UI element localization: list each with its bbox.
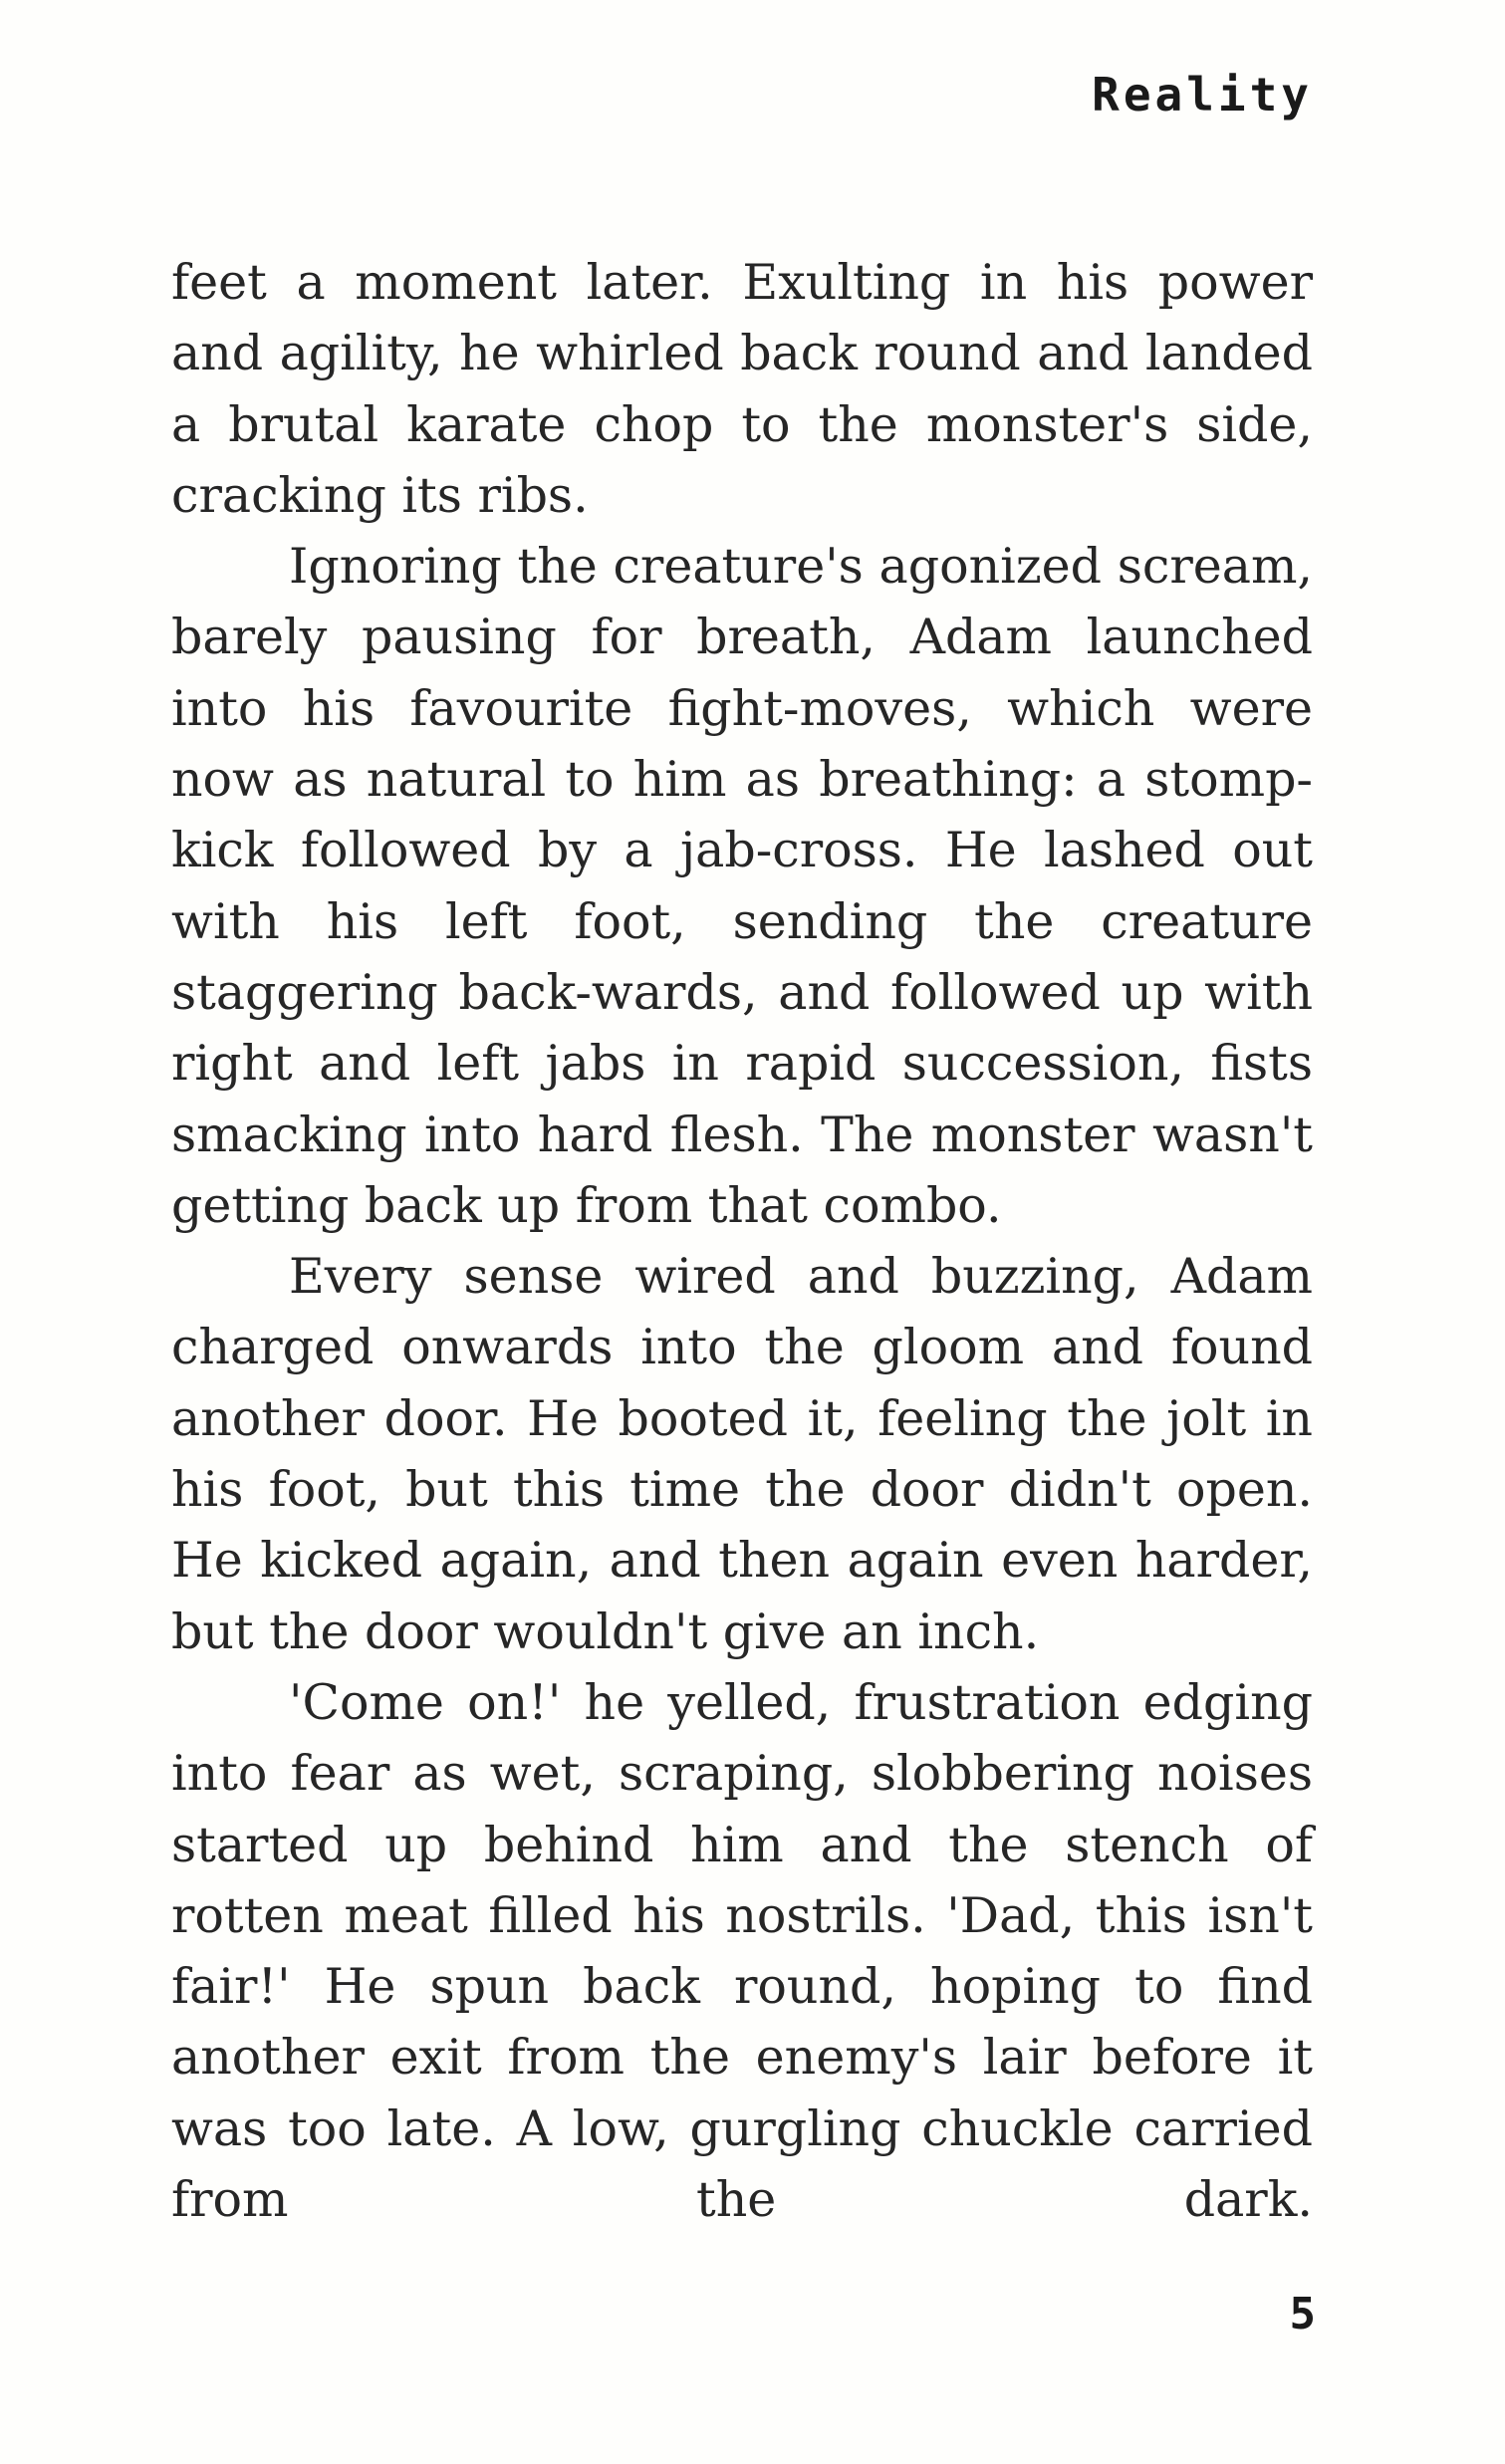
paragraph-4: 'Come on!' he yelled, frustration edging into fear as wet, scraping, slobbering noises started up behind him and the stench of rotten meat filled his nostrils. 'Dad, this isn't fair!' He spun back round, hoping to find another exit from the enemy's lair before it was too late. A low, gurgling chuckle carried from the dark. bbox=[171, 1673, 1313, 2229]
body-text bbox=[171, 247, 1313, 2235]
paragraph-2: Ignoring the creature's agonized scream, barely pausing for breath, Adam launched into his favourite fight-moves, which were now as natural to him as breathing: a stomp-kick followed by a jab-cross. He lashed out with his left foot, sending the creature staggering back-​wards, and followed up with right and left jabs in rapid succession, fists smacking into hard flesh. The monster wasn't getting back up from that combo. bbox=[171, 538, 1313, 1234]
page-number: 5 bbox=[1289, 2289, 1316, 2340]
paragraph-3: Every sense wired and buzzing, Adam charged onwards into the gloom and found another door. He booted it, feeling the jolt in his foot, but this time the door didn't open. He kicked again, and then again even harder, but the door wouldn't give an inch. bbox=[171, 1248, 1313, 1660]
running-head-title: Reality bbox=[1092, 68, 1313, 122]
paragraph-1: feet a moment later. Exulting in his power and agility, he whirled back round and landed a brutal karate chop to the monster's side, cracking its ribs. bbox=[171, 254, 1313, 524]
